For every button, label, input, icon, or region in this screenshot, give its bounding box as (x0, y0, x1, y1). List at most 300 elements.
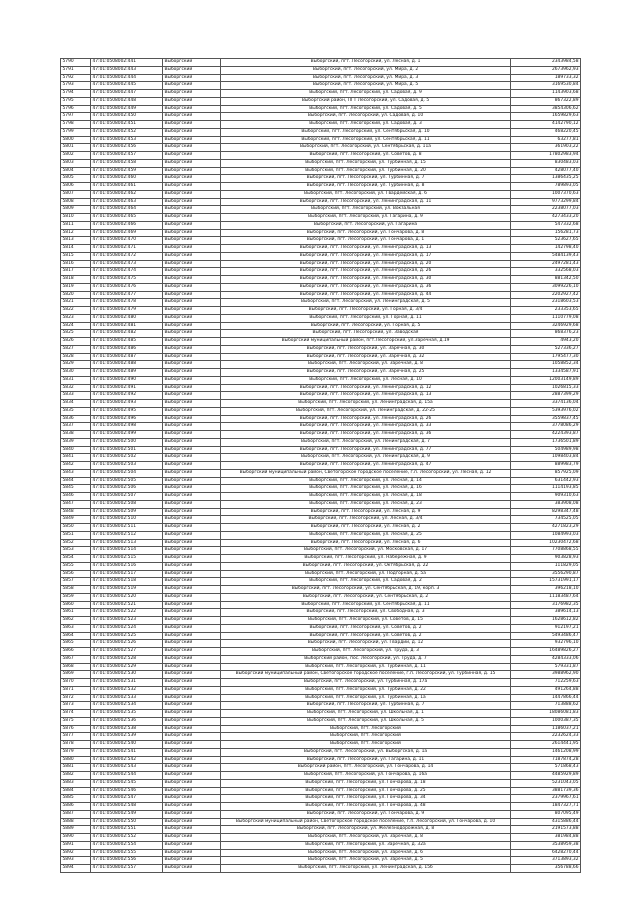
cadastral-value-cell: 3854306,62 (511, 105, 581, 113)
district-cell: Выборгский (163, 764, 221, 772)
cadastral-value-cell: 12003149,89 (511, 376, 581, 384)
cadastral-value-cell: 1058852,34 (511, 361, 581, 369)
address-cell: Выборгский, пгт. Лесогорский, ул. Подгорная, д. 5а (221, 570, 511, 578)
district-cell: Выборгский (163, 803, 221, 811)
row-number-cell: 5837 (61, 423, 91, 431)
table-row (61, 570, 581, 578)
table-row (61, 438, 581, 446)
cadastral-number-cell: 47:01:0508002:460 (91, 175, 163, 183)
table-row (61, 810, 581, 818)
address-cell: Выборгский, пгт. Лесогорский, ул. Гончарова, д. 48 (221, 803, 511, 811)
table-row (61, 493, 581, 501)
cadastral-number-cell: 47:01:0508002:503 (91, 462, 163, 470)
cadastral-number-cell: 47:01:0508002:456 (91, 144, 163, 152)
address-cell: Выборгский, пгт. Лесогорский, ул. Ленинградская, д. 36 (221, 283, 511, 291)
row-number-cell: 5841 (61, 454, 91, 462)
cadastral-number-cell: 47:01:0508002:524 (91, 624, 163, 632)
address-cell: Выборгский, пгт. Лесогорский, ул. Лесная, д. 18 (221, 493, 511, 501)
table-row (61, 772, 581, 780)
cadastral-value-cell: 4142790,12 (511, 121, 581, 129)
cadastral-value-cell: 1334587,91 (511, 369, 581, 377)
cadastral-number-cell: 47:01:0508002:445 (91, 82, 163, 90)
cadastral-number-cell: 47:01:0508002:487 (91, 353, 163, 361)
row-number-cell: 5814 (61, 245, 91, 253)
address-cell: Выборгский, пгт. Лесогорский, ул. Горная, д. 5 (221, 322, 511, 330)
table-row (61, 175, 581, 183)
cadastral-value-cell: 8298347,48 (511, 508, 581, 516)
cadastral-number-cell: 47:01:0508002:516 (91, 562, 163, 570)
cadastral-value-cell: 2379967,61 (511, 795, 581, 803)
district-cell: Выборгский (163, 601, 221, 609)
row-number-cell: 5810 (61, 214, 91, 222)
address-cell: Выборгский, пгт. Лесогорский, ул. Ленинградская, д. 7 (221, 438, 511, 446)
table-row (61, 485, 581, 493)
table-row (61, 376, 581, 384)
cadastral-value-cell: 5393976,02 (511, 407, 581, 415)
table-row (61, 795, 581, 803)
district-cell: Выборгский (163, 462, 221, 470)
row-number-cell: 5832 (61, 384, 91, 392)
address-cell: Выборгский, пгт. Лесогорский, ул. Октябрьская, д. 22 (221, 562, 511, 570)
table-row (61, 82, 581, 90)
cadastral-value-cell: 523627,65 (511, 237, 581, 245)
address-cell: Выборгский, пгт. Лесогорский, ул. Гвардии, д. 12 (221, 640, 511, 648)
cadastral-number-cell: 47:01:0508002:489 (91, 369, 163, 377)
district-cell: Выборгский (163, 415, 221, 423)
table-row (61, 59, 581, 67)
cadastral-value-cell: 1000387,35 (511, 717, 581, 725)
cadastral-number-cell: 47:01:0508002:555 (91, 849, 163, 857)
row-number-cell: 5855 (61, 562, 91, 570)
cadastral-value-cell: 2202927,42 (511, 291, 581, 299)
cadastral-value-cell: 571868,43 (511, 764, 581, 772)
table-row (61, 578, 581, 586)
row-number-cell: 5863 (61, 624, 91, 632)
cadastral-value-cell: 16489826,27 (511, 648, 581, 656)
row-number-cell: 5828 (61, 353, 91, 361)
address-cell: Выборгский, пгт. Лесогорский, ул. Ленинградская, д. 13 (221, 245, 511, 253)
cadastral-value-cell: 18086081,83 (511, 710, 581, 718)
address-cell: Выборгский, пгт. Лесогорский, ул. Мира, д. 2 (221, 66, 511, 74)
row-number-cell: 5869 (61, 671, 91, 679)
address-cell: Выборгский, пгт. Лесогорский, ул. Советов, д. 8 (221, 152, 511, 160)
district-cell: Выборгский (163, 206, 221, 214)
address-cell: Выборгский, пгт. Лесогорский, ул. Ленинградская, д. 22-25 (221, 407, 511, 415)
district-cell: Выборгский (163, 369, 221, 377)
row-number-cell: 5807 (61, 190, 91, 198)
row-number-cell: 5876 (61, 725, 91, 733)
cadastral-value-cell: 1110779,08 (511, 314, 581, 322)
address-cell: Выборгский, пгт. Лесогорский, ул. Садовая, д. 9 (221, 90, 511, 98)
address-cell: Выборгский, пгт. Лесогорский, ул. Садовая, д. 3 (221, 121, 511, 129)
cadastral-value-cell: 7708868,55 (511, 547, 581, 555)
address-cell: Выборгский, пгт. Лесогорский, ул. Лесная, д. 9 (221, 508, 511, 516)
row-number-cell: 5808 (61, 198, 91, 206)
table-row (61, 655, 581, 663)
cadastral-value-cell: 3099226,10 (511, 283, 581, 291)
address-cell: Выборгский, пгт. Лесогорский, ул. Труда, д. 3 (221, 648, 511, 656)
address-cell: Выборгский муниципальный район, Светогорское городское поселение, г.п. Лесогорский, ул. Турбинная, д. 15 (221, 671, 511, 679)
row-number-cell: 5865 (61, 640, 91, 648)
district-cell: Выборгский (163, 307, 221, 315)
district-cell: Выборгский (163, 144, 221, 152)
table-row (61, 841, 581, 849)
cadastral-number-cell: 47:01:0508002:458 (91, 159, 163, 167)
district-cell: Выборгский (163, 772, 221, 780)
cadastral-value-cell: 527336,27 (511, 345, 581, 353)
address-cell: Выборгский, пгт. Лесогорский, ул. Турбинная, д. 7 (221, 175, 511, 183)
cadastral-number-cell: 47:01:0508002:448 (91, 97, 163, 105)
table-row (61, 725, 581, 733)
address-cell: Выборгский, пгт. Лесогорский, ул. Школьная, д. 1 (221, 710, 511, 718)
cadastral-value-cell: 2318603,53 (511, 299, 581, 307)
address-cell: Выборгский, пгт. Лесогорский, ул. Заречная, д. 8 (221, 361, 511, 369)
cadastral-value-cell: 3246929,68 (511, 322, 581, 330)
table-row (61, 415, 581, 423)
district-cell: Выборгский (163, 562, 221, 570)
row-number-cell: 5867 (61, 655, 91, 663)
cadastral-number-cell: 47:01:0508002:542 (91, 756, 163, 764)
table-row (61, 167, 581, 175)
cadastral-value-cell: 3988962,90 (511, 671, 581, 679)
cadastral-value-cell: 734525,05 (511, 516, 581, 524)
cadastral-value-cell: 504989,98 (511, 446, 581, 454)
cadastral-number-cell: 47:01:0508002:557 (91, 865, 163, 873)
cadastral-number-cell: 47:01:0508002:481 (91, 322, 163, 330)
cadastral-value-cell: 383908,08 (511, 500, 581, 508)
row-number-cell: 5793 (61, 82, 91, 90)
address-cell: Выборгский, пгт. Лесогорский, ул. Горная, д. 11 (221, 314, 511, 322)
address-cell: Выборгский, пгт. Лесогорский, ул. Гончарова, д. 9 (221, 810, 511, 818)
row-number-cell: 5891 (61, 841, 91, 849)
district-cell: Выборгский (163, 787, 221, 795)
cadastral-number-cell: 47:01:0508002:514 (91, 547, 163, 555)
cadastral-value-cell: 1736501,89 (511, 438, 581, 446)
cadastral-number-cell: 47:01:0508002:517 (91, 570, 163, 578)
table-row (61, 601, 581, 609)
table-row (61, 392, 581, 400)
table-row (61, 90, 581, 98)
row-number-cell: 5819 (61, 283, 91, 291)
table-row (61, 516, 581, 524)
district-cell: Выборгский (163, 59, 221, 67)
cadastral-number-cell: 47:01:0508002:477 (91, 291, 163, 299)
address-cell: Выборгский, пгт. Лесогорский, ул. Ленинградская, д. 47 (221, 462, 511, 470)
cadastral-value-cell: 111829,05 (511, 562, 581, 570)
cadastral-value-cell: 381984,88 (511, 834, 581, 842)
table-row (61, 733, 581, 741)
row-number-cell: 5792 (61, 74, 91, 82)
table-row (61, 307, 581, 315)
cadastral-number-cell: 47:01:0508002:488 (91, 361, 163, 369)
cadastral-value-cell: 332568,03 (511, 268, 581, 276)
row-number-cell: 5824 (61, 322, 91, 330)
table-row (61, 834, 581, 842)
cadastral-value-cell: 807095,49 (511, 810, 581, 818)
cadastral-number-cell: 47:01:0508002:529 (91, 663, 163, 671)
district-cell: Выборгский (163, 183, 221, 191)
cadastral-number-cell: 47:01:0508002:541 (91, 748, 163, 756)
district-cell: Выборгский (163, 446, 221, 454)
cadastral-value-cell: 3713893,32 (511, 857, 581, 865)
cadastral-value-cell: 889983,79 (511, 462, 581, 470)
cadastral-value-cell: 356788,66 (511, 865, 581, 873)
table-row (61, 252, 581, 260)
table-row (61, 477, 581, 485)
row-number-cell: 5847 (61, 500, 91, 508)
address-cell: Выборгский, пгт. Лесогорский, ул. Сентябрьская, д. 11 (221, 136, 511, 144)
cadastral-value-cell: 142798,40 (511, 245, 581, 253)
district-cell: Выборгский (163, 586, 221, 594)
district-cell: Выборгский (163, 865, 221, 873)
address-cell: Выборгский, пгт. Лесогорский, ул. Заводская (221, 330, 511, 338)
address-cell: Выборгский, пгт. Лесогорский, ул. Гагарина (221, 221, 511, 229)
address-cell: Выборгский, пгт. Лесогорский, ул. Заречная, д. 5 (221, 857, 511, 865)
table-row (61, 710, 581, 718)
row-number-cell: 5802 (61, 152, 91, 160)
cadastral-value-cell: 1659829,63 (511, 113, 581, 121)
district-cell: Выборгский (163, 376, 221, 384)
row-number-cell: 5859 (61, 593, 91, 601)
table-row (61, 663, 581, 671)
cadastral-value-cell: 3778086,29 (511, 423, 581, 431)
district-cell: Выборгский (163, 152, 221, 160)
cadastral-number-cell: 47:01:0508002:498 (91, 423, 163, 431)
district-cell: Выборгский (163, 500, 221, 508)
table-row (61, 237, 581, 245)
row-number-cell: 5804 (61, 167, 91, 175)
address-cell: Выборгский, пгт. Лесогорский, ул. Сентябрьская, д. 19, корп. 3 (221, 586, 511, 594)
table-row (61, 291, 581, 299)
cadastral-number-cell: 47:01:0508002:482 (91, 330, 163, 338)
table-row (61, 671, 581, 679)
address-cell: Выборгский, пгт. Лесогорский, ул. Заречная, д. 32а (221, 841, 511, 849)
district-cell: Выборгский (163, 648, 221, 656)
cadastral-number-cell: 47:01:0508002:452 (91, 128, 163, 136)
row-number-cell: 5805 (61, 175, 91, 183)
address-cell: Выборгский район, пгт. Лесогорский, ул. Гончарова, д. 14 (221, 764, 511, 772)
address-cell: Выборгский, пгт. Лесогорский, ул. Ленинградская, д. 15б (221, 865, 511, 873)
address-cell: Выборгский, пгт. Лесогорский, ул. Гончарова, д. 1 (221, 237, 511, 245)
address-cell: Выборгский район, пос. Лесогорский, ул. Труда, д. 7 (221, 655, 511, 663)
cadastral-value-cell: 867322,89 (511, 97, 581, 105)
address-cell: Выборгский, пгт. Лесогорский, ул. Гончарова, д. 8 (221, 229, 511, 237)
district-cell: Выборгский (163, 818, 221, 826)
table-row (61, 717, 581, 725)
cadastral-number-cell: 47:01:0508002:539 (91, 733, 163, 741)
district-cell: Выборгский (163, 694, 221, 702)
district-cell: Выборгский (163, 686, 221, 694)
district-cell: Выборгский (163, 113, 221, 121)
table-row (61, 183, 581, 191)
cadastral-number-cell: 47:01:0508002:538 (91, 725, 163, 733)
cadastral-number-cell: 47:01:0508002:444 (91, 74, 163, 82)
address-cell: Выборгский, пгт. Лесогорский, ул. Московская, д. 17 (221, 547, 511, 555)
address-cell: Выборгский, пгт. Лесогорский, ул. Свободная, д. 3 (221, 609, 511, 617)
cadastral-value-cell: 2497281,43 (511, 260, 581, 268)
cadastral-number-cell: 47:01:0508002:550 (91, 818, 163, 826)
address-cell: Выборгский, пгт. Лесогорский, ул. Лесная, д. 10 (221, 376, 511, 384)
cadastral-number-cell: 47:01:0508002:515 (91, 555, 163, 563)
cadastral-number-cell: 47:01:0508002:533 (91, 694, 163, 702)
row-number-cell: 5877 (61, 733, 91, 741)
table-row (61, 113, 581, 121)
district-cell: Выборгский (163, 671, 221, 679)
cadastral-value-cell: 1628612,82 (511, 617, 581, 625)
district-cell: Выборгский (163, 384, 221, 392)
district-cell: Выборгский (163, 291, 221, 299)
address-cell: Выборгский, пгт. Лесогорский, ул. Заречная, д. 25 (221, 369, 511, 377)
cadastral-number-cell: 47:01:0508002:473 (91, 260, 163, 268)
table-row (61, 454, 581, 462)
cadastral-value-cell: 932796,10 (511, 640, 581, 648)
address-cell: Выборгский, пгт. Лесогорский, ул. Турбинная, д. 20 (221, 167, 511, 175)
district-cell: Выборгский (163, 314, 221, 322)
cadastral-value-cell: 857925,09 (511, 469, 581, 477)
row-number-cell: 5798 (61, 121, 91, 129)
address-cell: Выборгский муниципальный район, Светогорское городское поселение, г.п. Лесогорский, ул. Лесная, д. 12 (221, 469, 511, 477)
table-row (61, 121, 581, 129)
row-number-cell: 5861 (61, 609, 91, 617)
table-row (61, 617, 581, 625)
row-number-cell: 5840 (61, 446, 91, 454)
cadastral-number-cell: 47:01:0508002:461 (91, 183, 163, 191)
address-cell: Выборгский, пгт. Лесогорский, ул. Горная, д. 3/4 (221, 307, 511, 315)
cadastral-value-cell: 1114193,85 (511, 485, 581, 493)
address-cell: Выборгский, пгт. Лесогорский, ул. Сентябрьская, д. 11а (221, 144, 511, 152)
cadastral-number-cell: 47:01:0508002:528 (91, 655, 163, 663)
cadastral-value-cell: 491264,88 (511, 686, 581, 694)
row-number-cell: 5791 (61, 66, 91, 74)
cadastral-number-cell: 47:01:0508002:534 (91, 702, 163, 710)
cadastral-value-cell: 1795477,30 (511, 353, 581, 361)
table-row (61, 97, 581, 105)
cadastral-number-cell: 47:01:0508002:441 (91, 59, 163, 67)
address-cell: Выборгский, пгт. Лесогорский, ул. Гагарина, д. 9 (221, 214, 511, 222)
cadastral-number-cell: 47:01:0508002:549 (91, 810, 163, 818)
district-cell: Выборгский (163, 717, 221, 725)
address-cell: Выборгский муниципальный район, Светогорское городское поселение, г.п. Лесогорский, ул. Гончарова, д. 10 (221, 818, 511, 826)
row-number-cell: 5866 (61, 648, 91, 656)
cadastral-number-cell: 47:01:0508002:522 (91, 609, 163, 617)
cadastral-number-cell: 47:01:0508002:532 (91, 686, 163, 694)
table-row (61, 353, 581, 361)
row-number-cell: 5860 (61, 601, 91, 609)
cadastral-number-cell: 47:01:0508002:466 (91, 221, 163, 229)
district-cell: Выборгский (163, 617, 221, 625)
document-page (60, 58, 580, 873)
address-cell: Выборгский, пгт. Лесогорский, ул. Ленинградская, д. 20 (221, 260, 511, 268)
district-cell: Выборгский (163, 779, 221, 787)
district-cell: Выборгский (163, 97, 221, 105)
table-row (61, 857, 581, 865)
district-cell: Выборгский (163, 338, 221, 346)
address-cell: Выборгский муниципальный район, пгт.Лесогорский, ул.Заречная, д.19 (221, 338, 511, 346)
table-row (61, 462, 581, 470)
district-cell: Выборгский (163, 733, 221, 741)
district-cell: Выборгский (163, 431, 221, 439)
row-number-cell: 5827 (61, 345, 91, 353)
table-row (61, 787, 581, 795)
address-cell: Выборгский, пгт. Лесогорский, ул. Ленинградская, д. 15а (221, 400, 511, 408)
cadastral-number-cell: 47:01:0508002:554 (91, 841, 163, 849)
district-cell: Выборгский (163, 175, 221, 183)
address-cell: Выборгский, пгт. Лесогорский, ул. Ленинградская, д. 77 (221, 446, 511, 454)
district-cell: Выборгский (163, 237, 221, 245)
address-cell: Выборгский, пгт. Лесогорский, ул. Лесная, д. 14 (221, 477, 511, 485)
district-cell: Выборгский (163, 299, 221, 307)
district-cell: Выборгский (163, 493, 221, 501)
address-cell: Выборгский, пгт. Лесогорский (221, 733, 511, 741)
row-number-cell: 5823 (61, 314, 91, 322)
row-number-cell: 5872 (61, 694, 91, 702)
cadastral-number-cell: 47:01:0508002:491 (91, 384, 163, 392)
cadastral-number-cell: 47:01:0508002:492 (91, 392, 163, 400)
district-cell: Выборгский (163, 593, 221, 601)
table-row (61, 547, 581, 555)
table-row (61, 748, 581, 756)
row-number-cell: 5885 (61, 795, 91, 803)
cadastral-number-cell: 47:01:0508002:496 (91, 415, 163, 423)
table-row (61, 648, 581, 656)
cadastral-value-cell: 1143903,68 (511, 90, 581, 98)
address-cell: Выборгский, пгт. Лесогорский, ул. Лесная, д. 23 (221, 500, 511, 508)
row-number-cell: 5854 (61, 555, 91, 563)
cadastral-value-cell: 189733,32 (511, 74, 581, 82)
cadastral-value-cell: 712259,63 (511, 679, 581, 687)
district-cell: Выборгский (163, 400, 221, 408)
table-row (61, 345, 581, 353)
address-cell: Выборгский, пгт. Лесогорский, ул. Турбинная, д. 8 (221, 183, 511, 191)
address-cell: Выборгский, пгт. Лесогорский, ул. Садовая, д. 10 (221, 113, 511, 121)
cadastral-number-cell: 47:01:0508002:504 (91, 469, 163, 477)
address-cell: Выборгский, пгт. Лесогорский, ул. Заречная, д. 8 (221, 834, 511, 842)
cadastral-number-cell: 47:01:0508002:485 (91, 338, 163, 346)
address-cell: Выборгский, пгт. Лесогорский, ул. Лесная, д. 6 (221, 539, 511, 547)
row-number-cell: 5846 (61, 493, 91, 501)
cadastral-number-cell: 47:01:0508002:499 (91, 431, 163, 439)
cadastral-value-cell: 4315886,44 (511, 818, 581, 826)
cadastral-value-cell: 3374136,04 (511, 400, 581, 408)
row-number-cell: 5874 (61, 710, 91, 718)
row-number-cell: 5803 (61, 159, 91, 167)
table-row (61, 206, 581, 214)
table-row (61, 74, 581, 82)
table-row (61, 384, 581, 392)
table-row (61, 818, 581, 826)
table-row (61, 609, 581, 617)
table-row (61, 446, 581, 454)
address-cell: Выборгский, пгт. Лесогорский, ул. Лесная, д. 3/4 (221, 516, 511, 524)
cadastral-value-cell: 868376,23 (511, 330, 581, 338)
cadastral-value-cell: 789893,05 (511, 183, 581, 191)
cadastral-number-cell: 47:01:0508002:476 (91, 283, 163, 291)
district-cell: Выборгский (163, 570, 221, 578)
district-cell: Выборгский (163, 826, 221, 834)
cadastral-number-cell: 47:01:0508002:469 (91, 229, 163, 237)
table-row (61, 756, 581, 764)
cadastral-number-cell: 47:01:0508002:443 (91, 66, 163, 74)
address-cell: Выборгский, пгт. Лесогорский, ул. Советов, д. 2 (221, 632, 511, 640)
row-number-cell: 5809 (61, 206, 91, 214)
cadastral-number-cell: 47:01:0508002:556 (91, 857, 163, 865)
cadastral-number-cell: 47:01:0508002:502 (91, 454, 163, 462)
table-row (61, 314, 581, 322)
cadastral-number-cell: 47:01:0508002:459 (91, 167, 163, 175)
row-number-cell: 5879 (61, 748, 91, 756)
cadastral-value-cell: 3169530,84 (511, 82, 581, 90)
row-number-cell: 5884 (61, 787, 91, 795)
